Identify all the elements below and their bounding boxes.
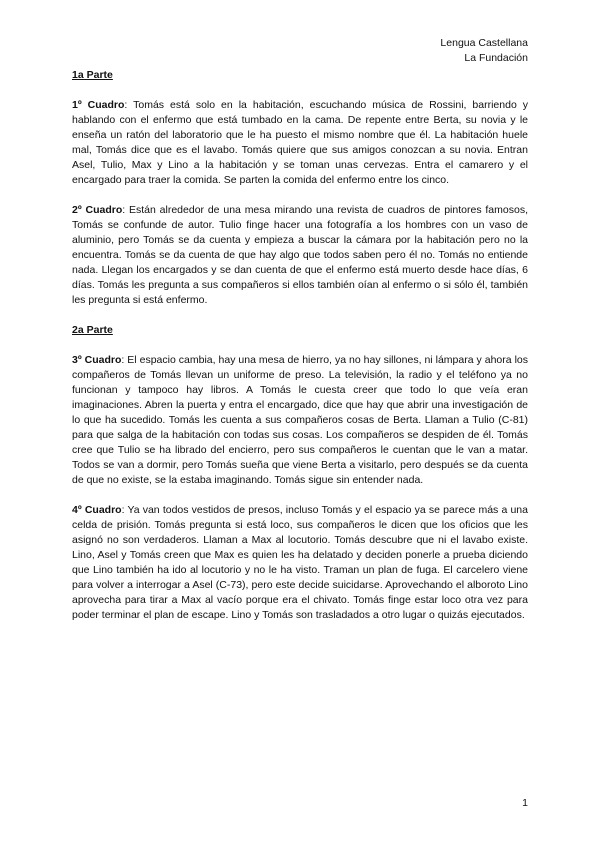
cuadro-3-paragraph <box>72 353 528 488</box>
cuadro-2-paragraph <box>72 203 528 308</box>
page-header <box>440 36 528 66</box>
section-title-part-1: 1a Parte <box>72 69 113 81</box>
cuadro-3-text: : El espacio cambia, hay una mesa de hierro, ya no hay sillones, ni lámpara y ahora los compañeros de Tomás llevan un uniforme de preso. La televisión, la radio y el teléfono ya no funcionan y tampoco hay libros. A Tomás le cuesta creer que todo lo que veía eran imaginaciones. Abren la puerta y entra el encargado, dice que hay que abrir una investigación de lo que ha sucedido. Tomás les cuenta a sus compañeros cosas de Berta. Llaman a Tulio (C-81) para que salga de la habitación con todas sus cosas. Los compañeros se despiden de él. Tomás cree que Tulio se ha librado del encierro, pero sus compañeros le cuentan que le van a matar. Todos se van a dormir, pero Tomás sueña que viene Berta a visitarlo, pero después se da cuenta de que no existe, se la estaba imaginando. Tomás sigue sin entender nada. <box>72 354 528 486</box>
header-title: La Fundación <box>464 52 528 64</box>
cuadro-2-label: 2º Cuadro <box>72 204 123 216</box>
cuadro-4-label: 4º Cuadro <box>72 504 122 516</box>
page-number: 1 <box>522 797 528 809</box>
document-body <box>72 68 528 638</box>
cuadro-4-paragraph <box>72 503 528 623</box>
cuadro-3-label: 3º Cuadro <box>72 354 122 366</box>
cuadro-4-text: : Ya van todos vestidos de presos, incluso Tomás y el espacio ya se parece más a una celda de prisión. Tomás pregunta si está loco, sus compañeros le dicen que los oficios que les asignó no son verdaderos. Llaman a Max al locutorio. Tomás descubre que ni el lavabo existe. Lino, Asel y Tomás creen que Max es quien les ha delatado y deciden ponerle a prueba diciendo que Lino también ha ido al locutorio y no le ha visto. Traman un plan de fuga. El carcelero viene para volver a interrogar a Asel (C-73), pero este decide suicidarse. Aprovechando el alboroto Lino aprovecha para tirar a Max al vacío porque era el chivato. Tomás finge estar loco otra vez para poder terminar el plan de escape. Lino y Tomás son trasladados a otro lugar o quizás ejecutados. <box>72 504 528 621</box>
header-subject: Lengua Castellana <box>440 37 528 49</box>
cuadro-2-text: : Están alrededor de una mesa mirando una revista de cuadros de pintores famosos, Tomás se confunde de autor. Tulio finge hacer una fotografía a los hombres con un vaso de aluminio, pero Tomás se da cuenta y empieza a buscar la cámara por la habitación pero no la encuentra. Tomás se da cuenta de que hay algo que todos saben pero él no. Tomás no entiende nada. Llegan los encargados y se dan cuenta de que el enfermo está muerto desde hace días, 6 días. Tomás les pregunta a sus compañeros si ellos también oían al enfermo o si sólo él, también les pregunta si está enfermo. <box>72 204 528 306</box>
cuadro-1-label: 1º Cuadro <box>72 99 125 111</box>
cuadro-1-text: : Tomás está solo en la habitación, escuchando música de Rossini, barriendo y hablando con el enfermo que está tumbado en la cama. De repente entre Berta, su novia y le enseña un ratón del laboratorio que le ha puesto el mismo nombre que él. La habitación huele mal, Tomás dice que es el lavabo. Tomás quiere que sus amigos conozcan a su novia. Entran Asel, Tulio, Max y Lino a la habitación y se toman unas cervezas. Entra el camarero y el encargado para traer la comida. Se parten la comida del enfermo entre los cinco. <box>72 99 529 186</box>
cuadro-1-paragraph <box>72 98 528 188</box>
section-title-part-2: 2a Parte <box>72 324 113 336</box>
